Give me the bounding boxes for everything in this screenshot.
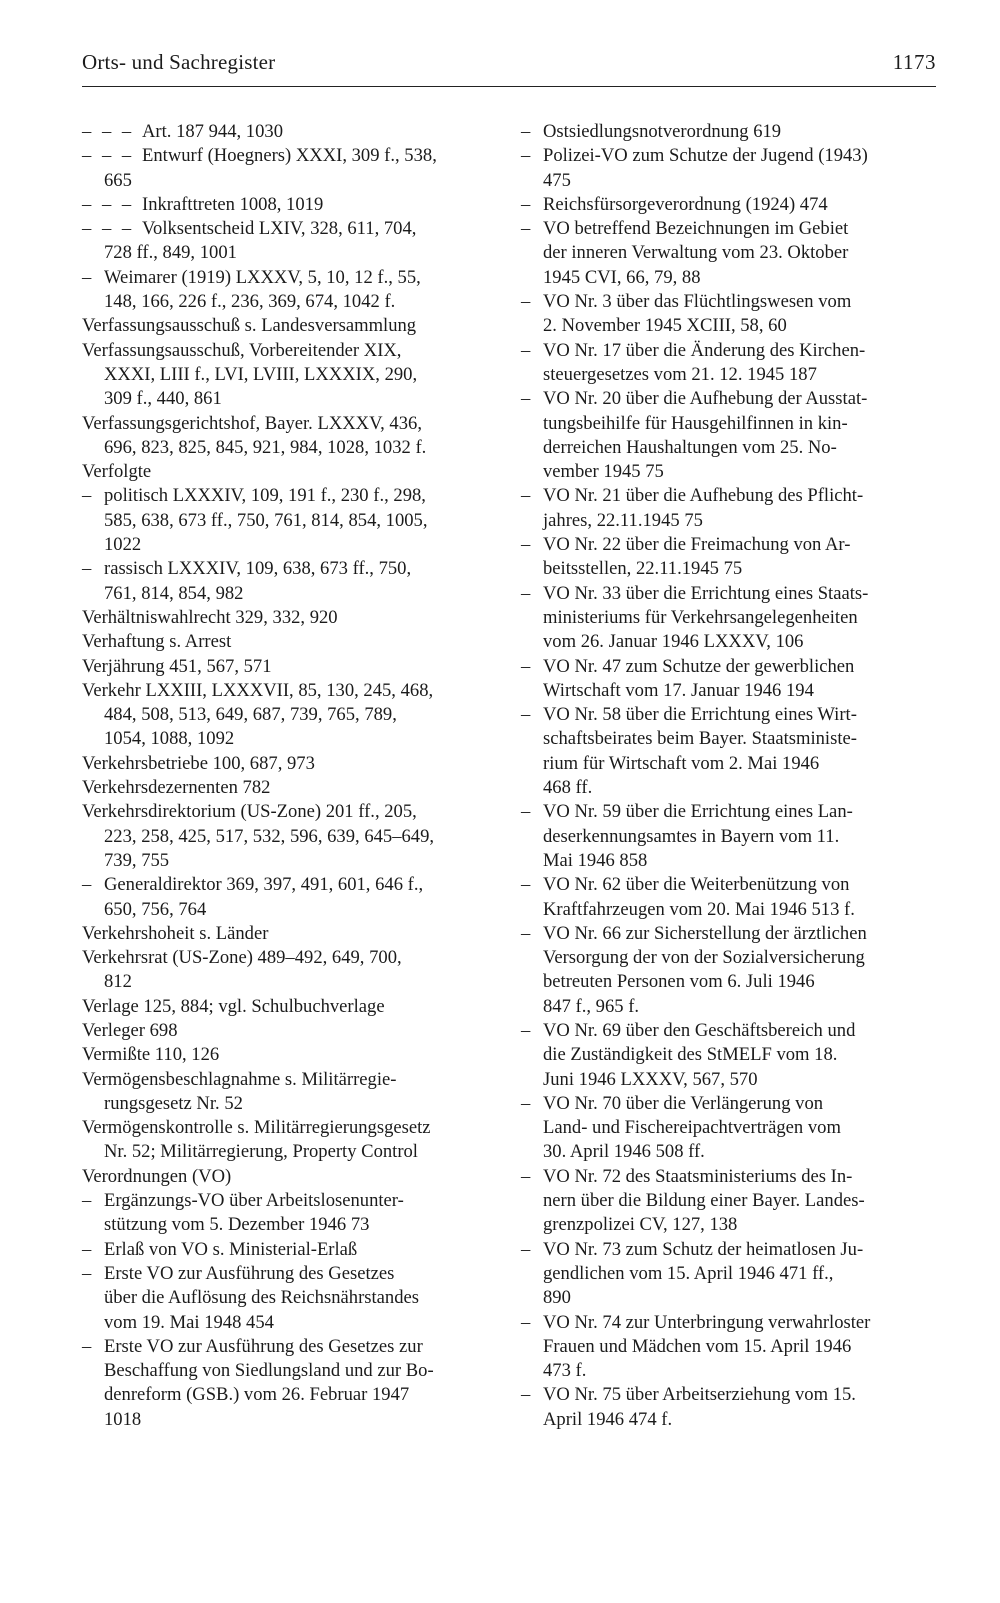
index-entry [521, 1165, 939, 1238]
running-header-title: Orts- und Sachregister [82, 50, 276, 74]
index-entry [82, 193, 492, 217]
index-entry [82, 655, 492, 679]
index-entry [521, 1019, 939, 1092]
entry-line: deserkennungsamtes in Bayern vom 11. [543, 825, 840, 847]
entry-line: Verhaftung s. Arrest [82, 631, 232, 653]
entry-line: 1018 [104, 1408, 142, 1430]
entry-line: Generaldirektor 369, 397, 491, 601, 646 f., [104, 874, 424, 896]
entry-dash: – [82, 485, 92, 507]
entry-dash: – [521, 388, 531, 410]
index-entry [521, 1092, 939, 1165]
entry-dash: – [521, 655, 531, 677]
index-entry [82, 922, 492, 946]
entry-dash: – [521, 485, 531, 507]
entry-line: Beschaffung von Siedlungsland und zur Bo- [104, 1360, 434, 1382]
entry-line: Verordnungen (VO) [82, 1165, 232, 1187]
entry-dash: – [521, 704, 531, 726]
entry-line: 468 ff. [543, 777, 593, 799]
entry-line: VO Nr. 66 zur Sicherstellung der ärztlichen [543, 922, 867, 944]
entry-line: 148, 166, 226 f., 236, 369, 674, 1042 f. [104, 291, 396, 313]
index-entry [82, 1238, 492, 1262]
entry-line: VO Nr. 62 über die Weiterbenützung von [543, 874, 850, 896]
index-entry [82, 679, 492, 752]
entry-line: VO Nr. 73 zum Schutz der heimatlosen Ju- [543, 1238, 864, 1260]
index-entry [82, 1043, 492, 1067]
entry-dash: – [82, 1238, 92, 1260]
entry-dash: – [521, 1384, 531, 1406]
entry-line: VO Nr. 47 zum Schutze der gewerblichen [543, 655, 855, 677]
index-entry [82, 460, 492, 484]
entry-line: 665 [104, 169, 132, 191]
entry-line: VO betreffend Bezeichnungen im Gebiet [543, 218, 849, 240]
entry-line: vom 19. Mai 1948 454 [104, 1311, 274, 1333]
entry-dash: – [521, 801, 531, 823]
entry-line: VO Nr. 70 über die Verlängerung von [543, 1092, 824, 1114]
entry-line: VO Nr. 17 über die Änderung des Kirchen- [543, 339, 866, 361]
entry-line: VO Nr. 69 über den Geschäftsbereich und [543, 1019, 856, 1041]
entry-line: Versorgung der von der Sozialversicherung [543, 947, 865, 969]
entry-line: VO Nr. 33 über die Errichtung eines Staats- [543, 582, 869, 604]
entry-line: gendlichen vom 15. April 1946 471 ff., [543, 1262, 834, 1284]
entry-line: 2. November 1945 XCIII, 58, 60 [543, 315, 787, 337]
index-entry [82, 776, 492, 800]
entry-line: Land- und Fischereipachtverträgen vom [543, 1117, 841, 1139]
index-entry [521, 800, 939, 873]
entry-dash: – [521, 291, 531, 313]
entry-line: Wirtschaft vom 17. Januar 1946 194 [543, 679, 814, 701]
entry-line: Ergänzungs-VO über Arbeitslosenunter- [104, 1190, 404, 1212]
entry-line: Volksentscheid LXIV, 328, 611, 704, [142, 218, 417, 240]
entry-line: VO Nr. 21 über die Aufhebung des Pflicht- [543, 485, 864, 507]
index-entry [82, 484, 492, 557]
entry-line: beitsstellen, 22.11.1945 75 [543, 558, 743, 580]
index-entry [82, 1116, 492, 1165]
index-entry [521, 144, 939, 193]
entry-line: rassisch LXXXIV, 109, 638, 673 ff., 750, [104, 558, 412, 580]
index-entry [82, 1019, 492, 1043]
entry-line: Verlage 125, 884; vgl. Schulbuchverlage [82, 995, 385, 1017]
entry-line: Verfolgte [82, 461, 152, 483]
index-column-left [82, 120, 492, 1432]
entry-line: 1022 [104, 534, 142, 556]
entry-line: Verfassungsausschuß s. Landesversammlung [82, 315, 417, 337]
entry-line: Verkehrsrat (US-Zone) 489–492, 649, 700, [82, 947, 402, 969]
entry-line: betreuten Personen vom 6. Juli 1946 [543, 971, 815, 993]
entry-dash: – [521, 922, 531, 944]
entry-line: Verkehrsdezernenten 782 [82, 777, 271, 799]
entry-dash: – [521, 1092, 531, 1114]
index-entry [82, 630, 492, 654]
index-entry [82, 606, 492, 630]
entry-line: vom 26. Januar 1946 LXXXV, 106 [543, 631, 804, 653]
index-entry [82, 412, 492, 461]
entry-line: Erlaß von VO s. Ministerial-Erlaß [104, 1238, 358, 1260]
entry-line: Kraftfahrzeugen vom 20. Mai 1946 513 f. [543, 898, 855, 920]
entry-line: stützung vom 5. Dezember 1946 73 [104, 1214, 370, 1236]
index-entry [521, 484, 939, 533]
index-entry [82, 314, 492, 338]
entry-line: Erste VO zur Ausführung des Gesetzes zur [104, 1335, 423, 1357]
entry-line: 1054, 1088, 1092 [104, 728, 235, 750]
index-entry [521, 582, 939, 655]
index-entry [82, 557, 492, 606]
entry-line: Nr. 52; Militärregierung, Property Control [104, 1141, 418, 1163]
index-entry [521, 655, 939, 704]
entry-line: Verhältniswahlrecht 329, 332, 920 [82, 606, 338, 628]
entry-dash: – [521, 193, 531, 215]
entry-line: Verkehr LXXIII, LXXXVII, 85, 130, 245, 468, [82, 679, 434, 701]
entry-line: Vermögenskontrolle s. Militärregierungsgesetz [82, 1117, 431, 1139]
entry-line: schaftsbeirates beim Bayer. Staatsministe- [543, 728, 857, 750]
entry-line: 30. April 1946 508 ff. [543, 1141, 705, 1163]
entry-line: 728 ff., 849, 1001 [104, 242, 237, 264]
index-entry [82, 120, 492, 144]
entry-line: denreform (GSB.) vom 26. Februar 1947 [104, 1384, 410, 1406]
index-entry [82, 1165, 492, 1189]
index-entry [521, 922, 939, 1019]
entry-triple-dash: – – – [82, 193, 135, 215]
entry-triple-dash: – – – [82, 218, 135, 240]
entry-line: die Zuständigkeit des StMELF vom 18. [543, 1044, 838, 1066]
header-rule [82, 86, 936, 87]
entry-line: Frauen und Mädchen vom 15. April 1946 [543, 1335, 852, 1357]
entry-dash: – [521, 1165, 531, 1187]
entry-line: Inkrafttreten 1008, 1019 [142, 193, 324, 215]
index-entry [521, 339, 939, 388]
index-entry [82, 339, 492, 412]
index-entry [82, 266, 492, 315]
entry-line: tungsbeihilfe für Hausgehilfinnen in kin- [543, 412, 848, 434]
index-entry [521, 387, 939, 484]
entry-line: Art. 187 944, 1030 [142, 121, 283, 142]
entry-dash: – [521, 145, 531, 167]
entry-line: VO Nr. 58 über die Errichtung eines Wirt- [543, 704, 857, 726]
entry-line: 890 [543, 1287, 571, 1309]
entry-line: vember 1945 75 [543, 461, 664, 483]
index-column-right [521, 120, 939, 1432]
entry-line: jahres, 22.11.1945 75 [543, 509, 703, 531]
entry-line: VO Nr. 59 über die Errichtung eines Lan- [543, 801, 853, 823]
entry-line: ministeriums für Verkehrsangelegenheiten [543, 606, 858, 628]
entry-line: Reichsfürsorgeverordnung (1924) 474 [543, 193, 828, 215]
index-entry [521, 290, 939, 339]
index-entry [521, 703, 939, 800]
entry-line: 484, 508, 513, 649, 687, 739, 765, 789, [104, 704, 397, 726]
entry-line: Erste VO zur Ausführung des Gesetzes [104, 1262, 395, 1284]
entry-line: rungsgesetz Nr. 52 [104, 1092, 243, 1114]
entry-line: XXXI, LIII f., LVI, LVIII, LXXXIX, 290, [104, 363, 418, 385]
entry-dash: – [82, 1262, 92, 1284]
entry-line: steuergesetzes vom 21. 12. 1945 187 [543, 363, 817, 385]
entry-line: VO Nr. 22 über die Freimachung von Ar- [543, 534, 851, 556]
index-entry [521, 1311, 939, 1384]
entry-line: Ostsiedlungsnotverordnung 619 [543, 121, 782, 142]
index-entry [82, 1189, 492, 1238]
entry-dash: – [521, 1311, 531, 1333]
entry-line: 847 f., 965 f. [543, 995, 640, 1017]
index-entry [82, 1068, 492, 1117]
entry-line: Mai 1946 858 [543, 849, 648, 871]
entry-line: Vermißte 110, 126 [82, 1044, 220, 1066]
entry-line: VO Nr. 20 über die Aufhebung der Ausstat- [543, 388, 868, 410]
index-entry [521, 1238, 939, 1311]
entry-line: 696, 823, 825, 845, 921, 984, 1028, 1032 f. [104, 436, 427, 458]
entry-dash: – [521, 339, 531, 361]
entry-dash: – [521, 1238, 531, 1260]
entry-line: Verjährung 451, 567, 571 [82, 655, 272, 677]
entry-dash: – [521, 534, 531, 556]
index-entry [82, 946, 492, 995]
entry-dash: – [521, 121, 531, 142]
entry-line: politisch LXXXIV, 109, 191 f., 230 f., 298, [104, 485, 426, 507]
entry-line: April 1946 474 f. [543, 1408, 673, 1430]
entry-line: nern über die Bildung einer Bayer. Landes- [543, 1190, 865, 1212]
index-entry [521, 533, 939, 582]
entry-line: 473 f. [543, 1360, 587, 1382]
entry-line: grenzpolizei CV, 127, 138 [543, 1214, 738, 1236]
entry-line: Polizei-VO zum Schutze der Jugend (1943) [543, 145, 868, 167]
entry-line: VO Nr. 72 des Staatsministeriums des In- [543, 1165, 853, 1187]
entry-line: Juni 1946 LXXXV, 567, 570 [543, 1068, 758, 1090]
index-entry [521, 1383, 939, 1432]
entry-line: 650, 756, 764 [104, 898, 207, 920]
index-entry [82, 1262, 492, 1335]
entry-line: 739, 755 [104, 849, 170, 871]
entry-line: derreichen Haushaltungen vom 25. No- [543, 436, 837, 458]
entry-dash: – [521, 218, 531, 240]
entry-line: Weimarer (1919) LXXXV, 5, 10, 12 f., 55, [104, 266, 421, 288]
entry-line: Verkehrsbetriebe 100, 687, 973 [82, 752, 315, 774]
entry-line: VO Nr. 75 über Arbeitserziehung vom 15. [543, 1384, 856, 1406]
page-number: 1173 [892, 50, 936, 74]
entry-dash: – [82, 266, 92, 288]
entry-line: 223, 258, 425, 517, 532, 596, 639, 645–649, [104, 825, 435, 847]
index-entry [82, 144, 492, 193]
index-entry [82, 995, 492, 1019]
index-entry [82, 217, 492, 266]
entry-line: der inneren Verwaltung vom 23. Oktober [543, 242, 849, 264]
entry-dash: – [82, 874, 92, 896]
entry-line: 1945 CVI, 66, 79, 88 [543, 266, 701, 288]
index-entry [521, 217, 939, 290]
entry-dash: – [521, 582, 531, 604]
index-entry [521, 873, 939, 922]
entry-triple-dash: – – – [82, 121, 135, 142]
entry-line: 812 [104, 971, 132, 993]
index-entry [82, 1335, 492, 1432]
entry-dash: – [521, 1019, 531, 1041]
entry-line: Verkehrshoheit s. Länder [82, 922, 269, 944]
entry-line: Verfassungsgerichtshof, Bayer. LXXXV, 436, [82, 412, 422, 434]
entry-line: über die Auflösung des Reichsnährstandes [104, 1287, 419, 1309]
entry-line: 585, 638, 673 ff., 750, 761, 814, 854, 1005, [104, 509, 428, 531]
entry-line: 761, 814, 854, 982 [104, 582, 244, 604]
entry-line: Verfassungsausschuß, Vorbereitender XIX, [82, 339, 402, 361]
entry-dash: – [82, 558, 92, 580]
entry-line: 475 [543, 169, 571, 191]
index-entry [82, 752, 492, 776]
entry-line: 309 f., 440, 861 [104, 388, 222, 410]
entry-dash: – [82, 1335, 92, 1357]
entry-line: Entwurf (Hoegners) XXXI, 309 f., 538, [142, 145, 437, 167]
index-entry [82, 873, 492, 922]
entry-dash: – [521, 874, 531, 896]
entry-line: VO Nr. 74 zur Unterbringung verwahrloster [543, 1311, 871, 1333]
entry-line: Vermögensbeschlagnahme s. Militärregie- [82, 1068, 397, 1090]
entry-line: rium für Wirtschaft vom 2. Mai 1946 [543, 752, 820, 774]
entry-line: Verleger 698 [82, 1019, 178, 1041]
index-entry [521, 193, 939, 217]
entry-line: VO Nr. 3 über das Flüchtlingswesen vom [543, 291, 852, 313]
entry-dash: – [82, 1190, 92, 1212]
entry-line: Verkehrsdirektorium (US-Zone) 201 ff., 205, [82, 801, 417, 823]
index-entry [521, 120, 939, 144]
index-entry [82, 800, 492, 873]
entry-triple-dash: – – – [82, 145, 135, 167]
